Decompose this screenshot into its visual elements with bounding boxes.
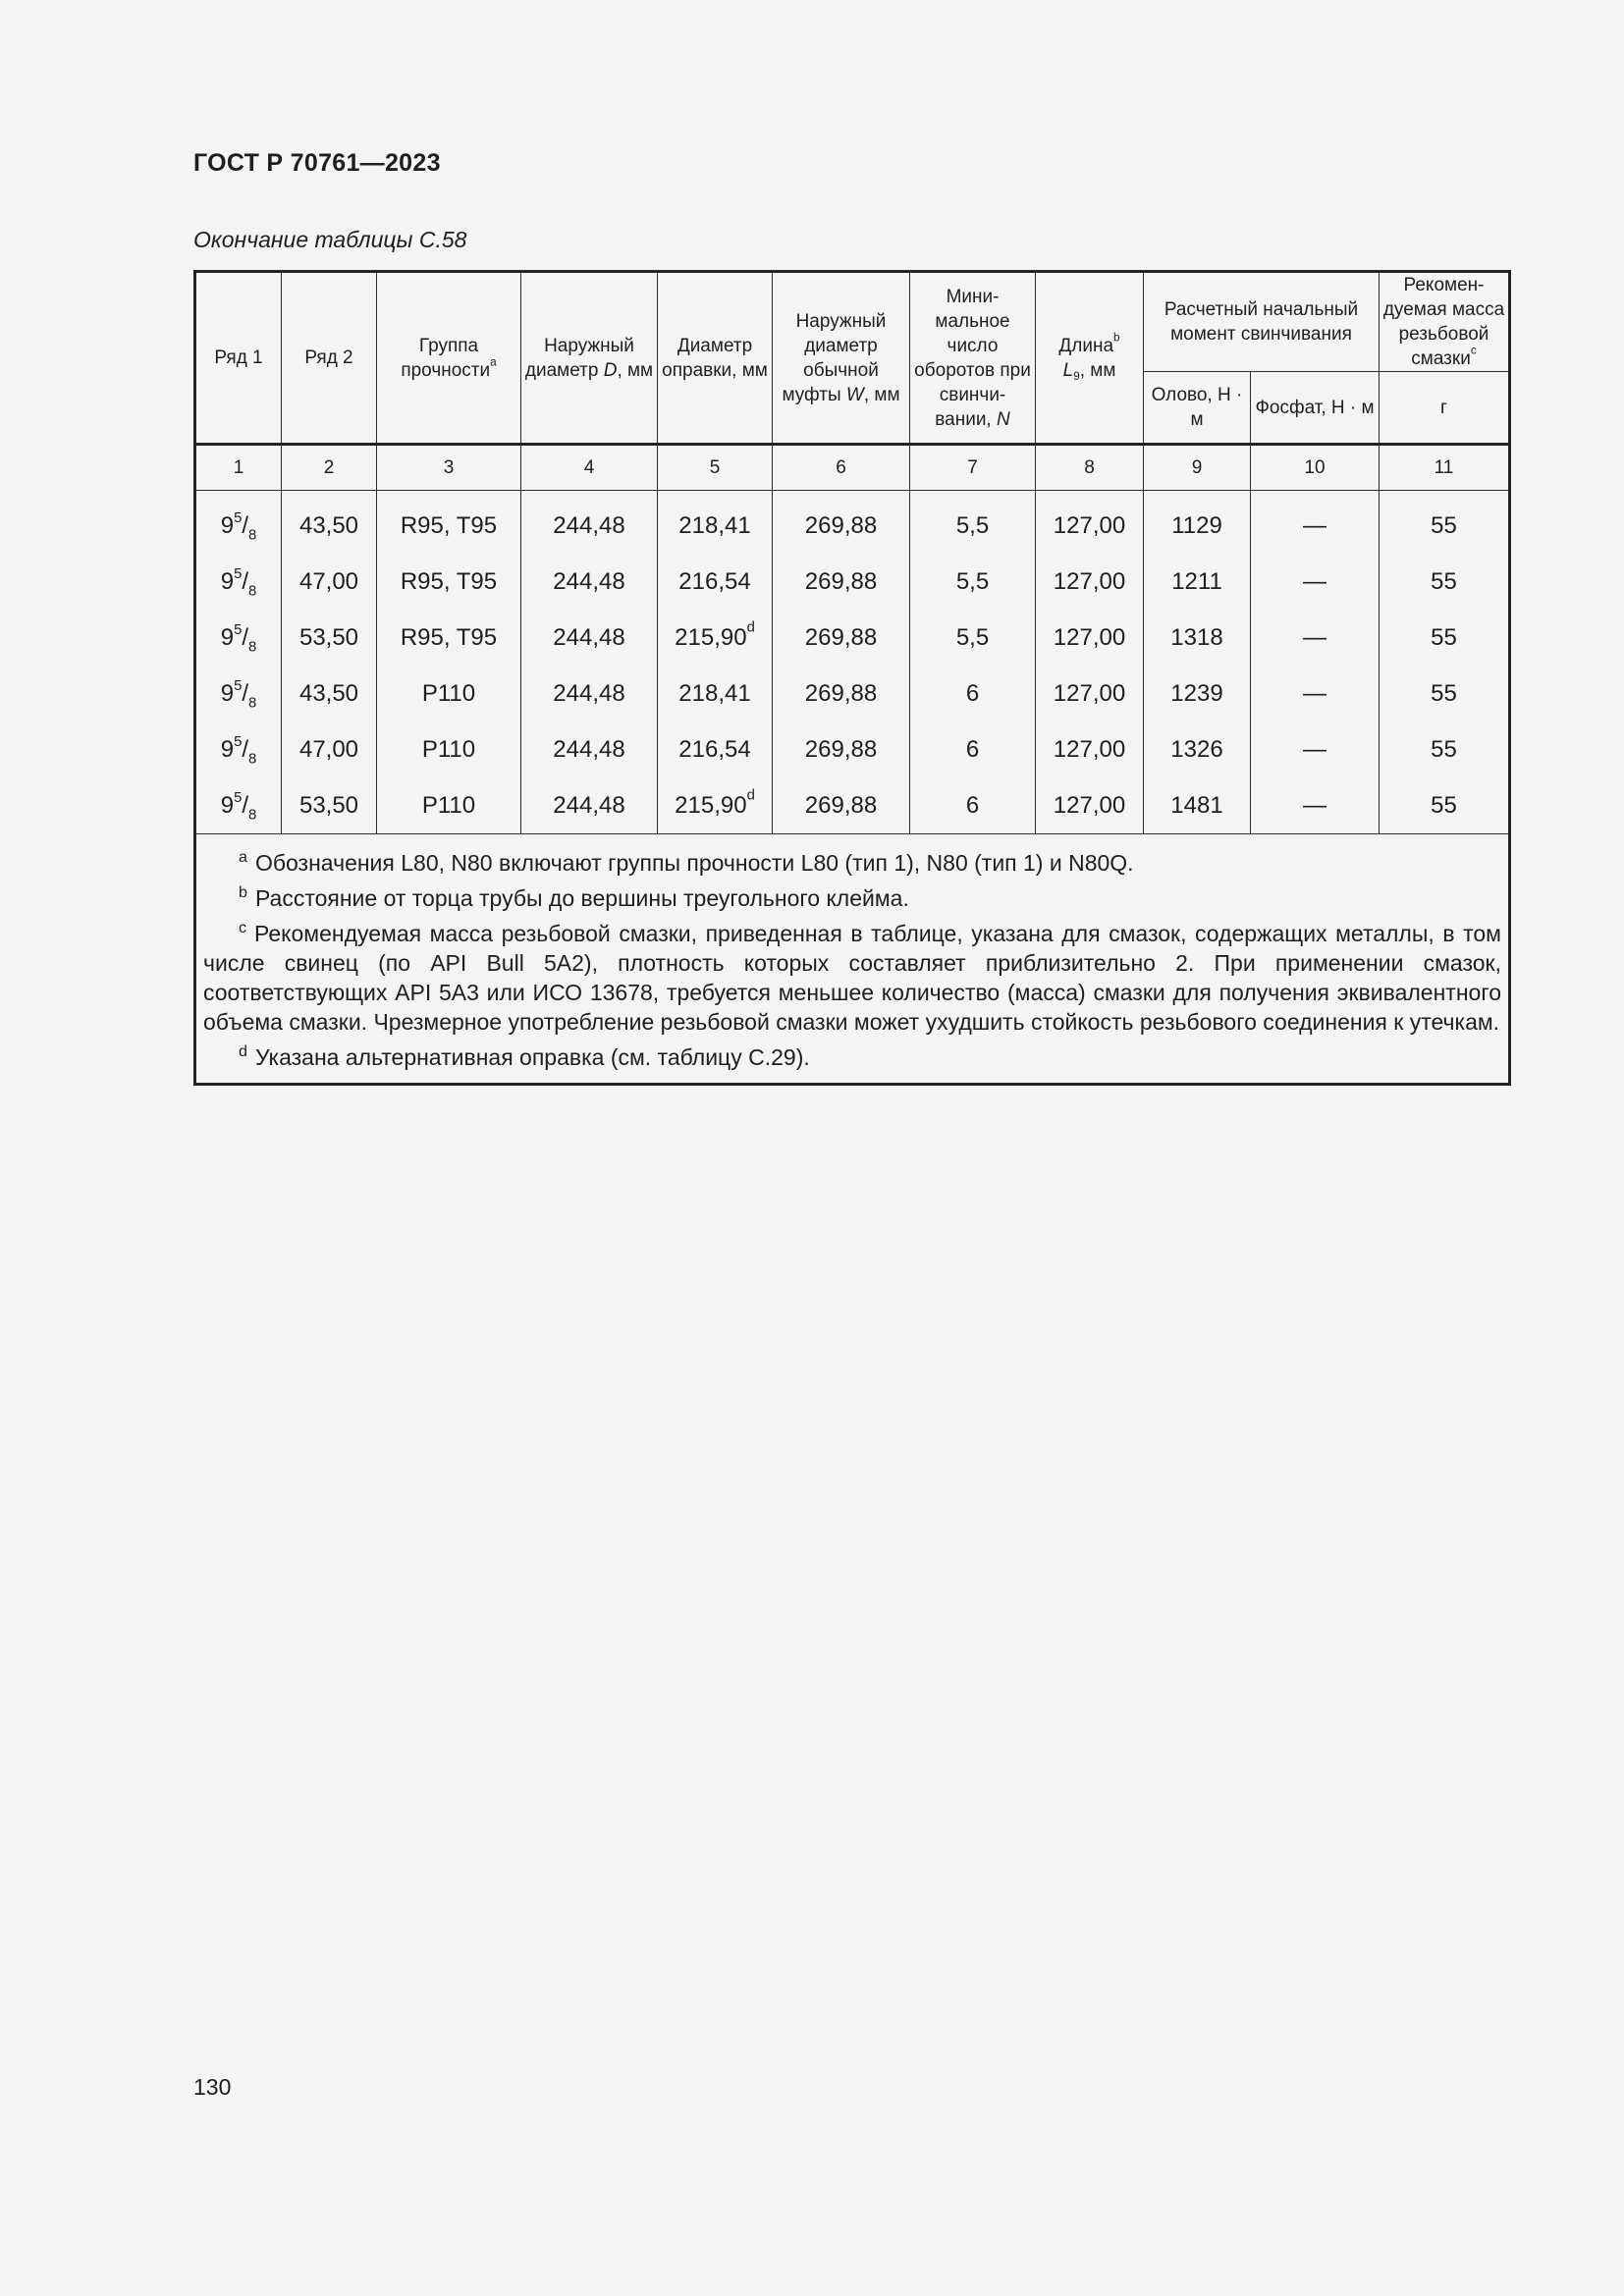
- column-number: 11: [1380, 445, 1510, 491]
- header-length: Длина$^b$ $L_9$, мм: [1036, 272, 1144, 445]
- header-coupling-diameter: Наружный диаметр обычной муфты W, мм: [773, 272, 910, 445]
- header-outer-diameter: Наружный диаметр D, мм: [521, 272, 658, 445]
- cell-outer-diameter: 244,48: [521, 554, 658, 610]
- header-tin: Олово, Н · м: [1144, 372, 1251, 445]
- cell-phosphate-torque: —: [1251, 610, 1380, 666]
- cell-length: 127,00: [1036, 494, 1144, 554]
- header-makeup-torque: Расчетный начальный момент свинчивания: [1144, 272, 1380, 372]
- cell-outer-diameter: 244,48: [521, 721, 658, 777]
- header-mandrel-diameter: Диаметр оправки, мм: [658, 272, 773, 445]
- cell-size-row1: $9^5/_8$: [195, 777, 282, 834]
- cell-tin-torque: 1481: [1144, 777, 1251, 834]
- column-number: 3: [377, 445, 521, 491]
- table-row: [195, 777, 1510, 834]
- cell-min-turns: 6: [910, 777, 1036, 834]
- cell-coupling-diameter: 269,88: [773, 610, 910, 666]
- footnote-d: $^d$ Указана альтернативная оправка (см. таблицу С.29).: [239, 1041, 810, 1070]
- cell-strength-group: R95, T95: [377, 610, 521, 666]
- cell-size-row2: 47,00: [282, 721, 377, 777]
- header-min-turns: Мини-мальное число оборотов при свинчи-вании, N: [910, 272, 1036, 445]
- footnote-a: $^a$ Обозначения L80, N80 включают группы прочности L80 (тип 1), N80 (тип 1) и N80Q.: [239, 848, 1134, 876]
- page-number: 130: [193, 2074, 232, 2100]
- cell-coupling-diameter: 269,88: [773, 554, 910, 610]
- cell-size-row2: 53,50: [282, 777, 377, 834]
- table-row: [195, 666, 1510, 721]
- cell-min-turns: 6: [910, 721, 1036, 777]
- cell-strength-group: P110: [377, 721, 521, 777]
- cell-strength-group: P110: [377, 666, 521, 721]
- cell-mandrel-diameter: 218,41: [658, 494, 773, 554]
- cell-size-row2: 47,00: [282, 554, 377, 610]
- cell-strength-group: P110: [377, 777, 521, 834]
- cell-dope-mass: 55: [1380, 610, 1510, 666]
- footnote-b: $^b$ Расстояние от торца трубы до вершины треугольного клейма.: [239, 882, 909, 911]
- cell-phosphate-torque: —: [1251, 494, 1380, 554]
- footnotes: [195, 834, 1510, 1085]
- cell-min-turns: 5,5: [910, 494, 1036, 554]
- cell-tin-torque: 1326: [1144, 721, 1251, 777]
- header-phosphate: Фосфат, Н · м: [1251, 372, 1380, 445]
- footnotes-row: [195, 834, 1510, 1085]
- cell-phosphate-torque: —: [1251, 554, 1380, 610]
- cell-length: 127,00: [1036, 610, 1144, 666]
- column-number: 8: [1036, 445, 1144, 491]
- cell-phosphate-torque: —: [1251, 666, 1380, 721]
- column-number: 9: [1144, 445, 1251, 491]
- column-number: 5: [658, 445, 773, 491]
- cell-phosphate-torque: —: [1251, 777, 1380, 834]
- cell-mandrel-diameter: 218,41: [658, 666, 773, 721]
- cell-strength-group: R95, T95: [377, 554, 521, 610]
- document-title: ГОСТ Р 70761—2023: [193, 149, 441, 177]
- cell-coupling-diameter: 269,88: [773, 494, 910, 554]
- cell-length: 127,00: [1036, 554, 1144, 610]
- cell-dope-mass: 55: [1380, 721, 1510, 777]
- cell-outer-diameter: 244,48: [521, 610, 658, 666]
- cell-tin-torque: 1211: [1144, 554, 1251, 610]
- cell-size-row1: $9^5/_8$: [195, 666, 282, 721]
- cell-outer-diameter: 244,48: [521, 666, 658, 721]
- column-number: 4: [521, 445, 658, 491]
- table-row: [195, 721, 1510, 777]
- cell-dope-mass: 55: [1380, 554, 1510, 610]
- header-strength-group: Группа прочности$^a$: [377, 272, 521, 445]
- column-numbers-row: [195, 445, 1510, 491]
- cell-mandrel-diameter: 216,54: [658, 554, 773, 610]
- column-number: 6: [773, 445, 910, 491]
- table-caption: Окончание таблицы С.58: [193, 227, 467, 252]
- cell-phosphate-torque: —: [1251, 721, 1380, 777]
- cell-min-turns: 5,5: [910, 610, 1036, 666]
- header-row1: Ряд 1: [195, 272, 282, 445]
- header-row2: Ряд 2: [282, 272, 377, 445]
- cell-min-turns: 6: [910, 666, 1036, 721]
- cell-outer-diameter: 244,48: [521, 494, 658, 554]
- column-number: 2: [282, 445, 377, 491]
- cell-mandrel-diameter: 216,54: [658, 721, 773, 777]
- cell-mandrel-diameter: 215,90$^d$: [658, 610, 773, 666]
- cell-dope-mass: 55: [1380, 666, 1510, 721]
- header-mass-unit: г: [1380, 372, 1510, 445]
- column-number: 1: [195, 445, 282, 491]
- column-number: 7: [910, 445, 1036, 491]
- cell-strength-group: R95, T95: [377, 494, 521, 554]
- cell-size-row2: 43,50: [282, 494, 377, 554]
- cell-outer-diameter: 244,48: [521, 777, 658, 834]
- cell-length: 127,00: [1036, 777, 1144, 834]
- cell-size-row1: $9^5/_8$: [195, 610, 282, 666]
- cell-size-row1: $9^5/_8$: [195, 554, 282, 610]
- cell-min-turns: 5,5: [910, 554, 1036, 610]
- column-number: 10: [1251, 445, 1380, 491]
- cell-tin-torque: 1318: [1144, 610, 1251, 666]
- header-dope-mass: Рекомен-дуемая масса резьбовой смазки$^c$: [1380, 272, 1510, 372]
- cell-coupling-diameter: 269,88: [773, 666, 910, 721]
- cell-length: 127,00: [1036, 666, 1144, 721]
- footnote-c: $^c$ Рекомендуемая масса резьбовой смазки, приведенная в таблице, указана для смазок, содержащих металлы, в том числе свинец (по API Bull 5A2), плотность которых составляет приблизительно 2. При применении смазок, соответствующих API 5A3 или ИСО 13678, требуется меньшее количество (масса) смазки для получения эквивалентного объема смазки. Чрезмерное употребление резьбовой смазки может ухудшить стойкость резьбового соединения к утечкам.: [203, 918, 1501, 1035]
- data-table: [193, 270, 1511, 1086]
- cell-size-row1: $9^5/_8$: [195, 494, 282, 554]
- cell-tin-torque: 1129: [1144, 494, 1251, 554]
- table-row: [195, 494, 1510, 554]
- table-row: [195, 610, 1510, 666]
- cell-dope-mass: 55: [1380, 494, 1510, 554]
- cell-size-row2: 43,50: [282, 666, 377, 721]
- cell-coupling-diameter: 269,88: [773, 777, 910, 834]
- cell-size-row2: 53,50: [282, 610, 377, 666]
- cell-mandrel-diameter: 215,90$^d$: [658, 777, 773, 834]
- cell-size-row1: $9^5/_8$: [195, 721, 282, 777]
- cell-coupling-diameter: 269,88: [773, 721, 910, 777]
- cell-length: 127,00: [1036, 721, 1144, 777]
- table-row: [195, 554, 1510, 610]
- cell-dope-mass: 55: [1380, 777, 1510, 834]
- cell-tin-torque: 1239: [1144, 666, 1251, 721]
